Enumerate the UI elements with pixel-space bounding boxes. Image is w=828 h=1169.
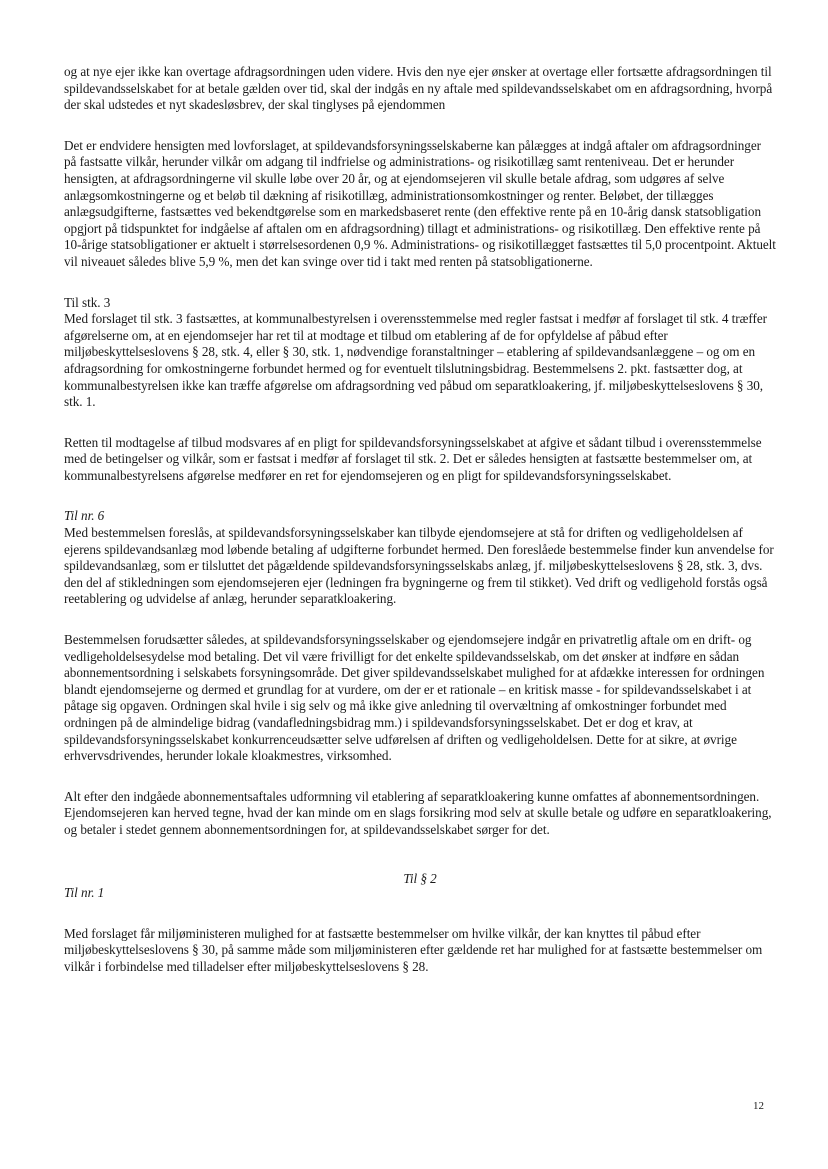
- paragraph-stk-3: Med forslaget til stk. 3 fastsættes, at kommunalbestyrelsen i overensstemmelse med regler fastsat i medfør af forslaget til stk. 4 træffer afgørelserne om, at en ejendomsejer har ret til at modtage et tilbud om etablering af de for opfyldelse af påbud efter miljøbeskyttelseslovens § 28, stk. 4, eller § 30, stk. 1, nødvendige foranstaltninger – etablering af spildevandsanlæggene – og om en afdragsordning for omkostningerne forbundet hermed og for eventuelt tilslutningsbidrag. Bestemmelsens 2. pkt. fastsætter dog, at kommunalbestyrelsen ikke kan træffe afgørelse om afdragsordning ved påbud om separatkloakering, jf. miljøbeskyttelseslovens § 30, stk. 1.: [64, 311, 767, 410]
- paragraph-nr-1: Med forslaget får miljøministeren mulighed for at fastsætte bestemmelser om hvilke vilkår, der kan knyttes til påbud efter miljøbeskyttelseslovens § 30, på samme måde som miljøministeren efter gældende ret har mulighed for at fastsætte bestemmelser om vilkår i forbindelse med tilladelser efter miljøbeskyttelseslovens § 28.: [64, 925, 763, 974]
- paragraph-abonnementsordning: Alt efter den indgåede abonnementsaftales udformning vil etablering af separatkloakering kunne omfattes af abonnementsordningen. Ejendomsejeren kan herved tegne, hvad der kan minde om en slags forsikring mod selv at skulle betale og udføre en separatkloakering, og betaler i stedet gennem abonnementsordningen for, at spildevandsselskabet sørger for det.: [64, 788, 772, 837]
- heading-til-paragraf-2: Til § 2: [403, 870, 437, 886]
- heading-til-stk-3: Til stk. 3: [64, 294, 111, 310]
- paragraph-hensigt-afdragsordninger: Det er endvidere hensigten med lovforslaget, at spildevandsforsyningsselskaberne kan pålægges at indgå aftaler om afdragsordninger på fastsatte vilkår, herunder vilkår om adgang til indfrielse og administrations- og risikotillæg samt renteniveau. Det er herunder hensigten, at afdragsordningerne vil skulle løbe over 20 år, og at ejendomsejeren vil skulle betale afdrag, som udgøres af selve anlægsomkostningerne og et beløb til dækning af risikotillæg, administrationsomkostninger og renter. Beløbet, der tillægges anlægsudgifterne, fastsættes ved bekendtgørelse som en markedsbaseret rente (den effektive rente på en 10-årig dansk statsobligation opgjort på tidspunktet for indgåelse af aftalen om en afdragsordning) tillagt et administrations- og risikotillæg. Den effektive rente på 10-årige statsobligationer er aktuelt i størrelsesordenen 0,9 %. Administrations- og risikotillægget fastsættes til 5,0 procentpoint. Aktuelt vil niveauet således blive 5,9 %, men det kan svinge over tid i takt med renten på statsobligationerne.: [64, 137, 776, 269]
- heading-til-nr-1: Til nr. 1: [64, 885, 105, 901]
- paragraph-ret-til-tilbud: Retten til modtagelse af tilbud modsvares af en pligt for spildevandsforsyningsselskabet at afgive et sådant tilbud i overensstemmelse med de betingelser og vilkår, som er fastsat i medfør af forslaget til stk. 2. Det er således hensigten at fastsætte bestemmelser om, at kommunalbestyrelsens afgørelse medfører en ret for ejendomsejeren og en pligt for spildevandsforsyningsselskabet.: [64, 434, 762, 483]
- paragraph-nr-6: Med bestemmelsen foreslås, at spildevandsforsyningsselskaber kan tilbyde ejendomsejere at stå for driften og vedligeholdelsen af ejerens spildevandsanlæg mod løbende betaling af udgifterne forbundet hermed. Den foreslåede bestemmelse finder kun anvendelse for spildevandsanlæg, som er tilsluttet det pågældende spildevandsforsyningsselskabs anlæg, jf. miljøbeskyttelseslovens § 28, stk. 3, dvs. den del af stikledningen som ejendomsejeren ejer (ledningen fra bygningerne og frem til stikket). Ved drift og vedligehold forstås også reetablering og udvidelse af anlæg, herunder separatkloakering.: [64, 525, 774, 607]
- heading-til-nr-6: Til nr. 6: [64, 508, 105, 524]
- page-number: 12: [753, 1100, 764, 1112]
- paragraph-afdragsordning-overtagelse: og at nye ejer ikke kan overtage afdragsordningen uden videre. Hvis den nye ejer ønsker at overtage eller fortsætte afdragsordningen til spildevandsselskabet for at betale gælden over tid, skal der indgås en ny aftale med spildevandsselskabet om en afdragsordning, hvorpå der skal udstedes et nyt skadesløsbrev, der skal tinglyses på ejendommen: [64, 64, 773, 113]
- paragraph-privatretlig-aftale: Bestemmelsen forudsætter således, at spildevandsforsyningsselskaber og ejendomsejere indgår en privatretlig aftale om en drift- og vedligeholdelsesydelse mod betaling. Det vil være frivilligt for det enkelte spildevandsselskab, om det ønsker at indføre en sådan abonnementsordning i selskabets forsyningsområde. Det giver spildevandsselskabet mulighed for at afdække interessen for ordningen blandt ejendomsejerne og dermed et grundlag for at vurdere, om der er et rationale – en kritisk masse - for spildevandsselskabet i at påtage sig opgaven. Ordningen skal hvile i sig selv og må ikke give anledning til overvæltning af omkostninger forbundet med ordningen på de almindelige bidrag (vandafledningsbidrag mm.) i spildevandsforsyningsselskabet. Det er dog et krav, at spildevandsforsyningsselskabet konkurrenceudsætter selve udførelsen af driften og vedligeholdelsen. Dette for at sikre, at øvrige erhvervsdrivendes, herunder lokale kloakmestres, virksomhed.: [64, 632, 765, 764]
- document-body: [64, 64, 776, 976]
